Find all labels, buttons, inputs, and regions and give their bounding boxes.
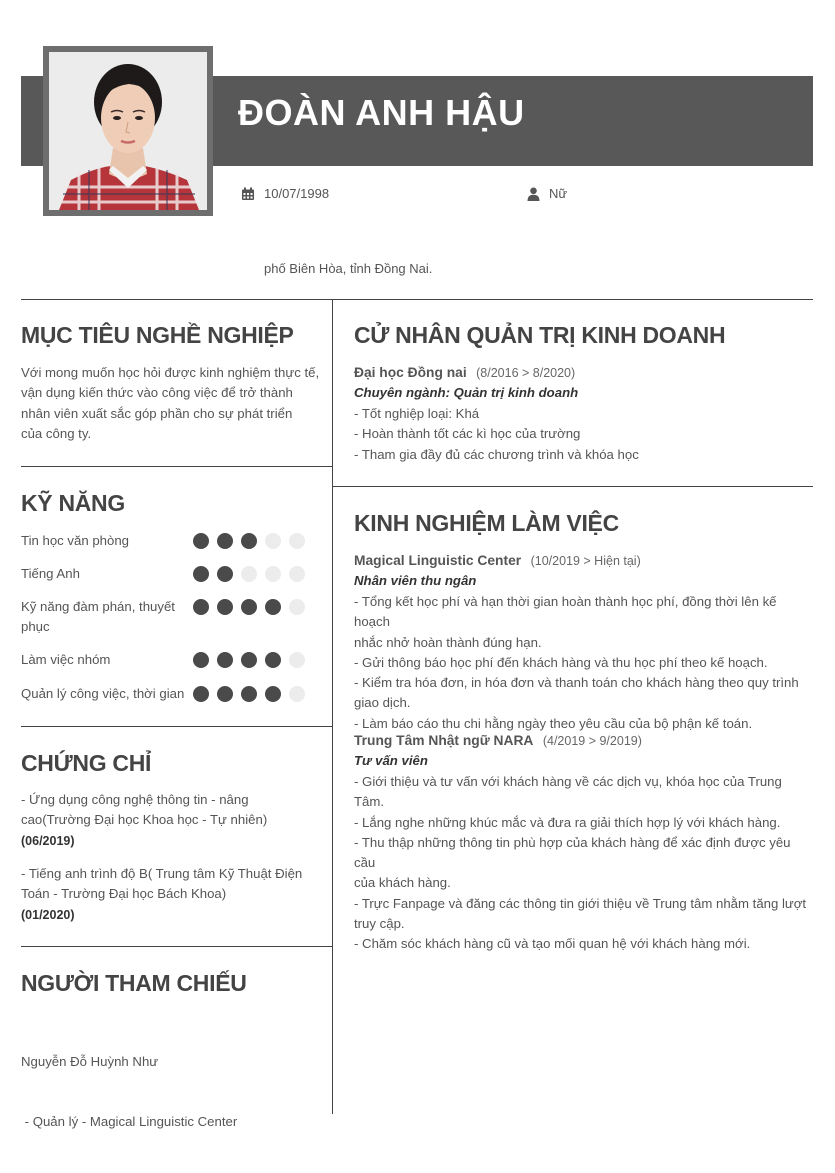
skill-label: Quản lý công việc, thời gian	[21, 686, 185, 701]
job-header	[354, 551, 814, 571]
rating-dot-empty	[289, 686, 305, 702]
certificate-date: (06/2019)	[21, 833, 75, 848]
rating-dot-empty	[265, 566, 281, 582]
reference-name: Nguyễn Đỗ Huỳnh Như	[21, 1053, 159, 1069]
objective-line: của công ty.	[21, 425, 92, 441]
education-period: (8/2016 > 8/2020)	[476, 366, 576, 380]
skill-label: Tiếng Anh	[21, 566, 80, 581]
right-divider-1	[332, 486, 813, 487]
rating-dot-filled	[217, 566, 233, 582]
objective-line: nhân viên xuất sắc góp phần cho sự phát triển	[21, 405, 293, 421]
certificate-line: Toán - Trường Đại học Bách Khoa)	[21, 886, 227, 902]
rating-dot-filled	[265, 599, 281, 615]
certificate-line: cao(Trường Đại học Khoa học - Tự nhiên)	[21, 812, 268, 828]
company-name: Magical Linguistic Center	[354, 553, 522, 568]
birthdate-value: 10/07/1998	[264, 186, 330, 201]
rating-dot-filled	[241, 599, 257, 615]
education-header	[354, 363, 814, 383]
skill-rating	[193, 650, 305, 670]
education-major: Chuyên ngành: Quản trị kinh doanh	[354, 385, 579, 400]
avatar-photo	[49, 52, 207, 210]
job-period: (4/2019 > 9/2019)	[542, 734, 642, 748]
job-bullet: - Chăm sóc khách hàng cũ và tạo mối quan hệ với khách hàng mới.	[354, 936, 751, 952]
education-bullet: - Tham gia đầy đủ các chương trình và khóa học	[354, 446, 639, 462]
left-divider-1	[21, 466, 332, 467]
job-bullet: - Gửi thông báo học phí đến khách hàng và thu học phí theo kế hoạch.	[354, 654, 768, 670]
certificate-line: - Tiếng anh trình độ B( Trung tâm Kỹ Thuật Điện	[21, 866, 303, 881]
birthdate-line	[241, 186, 329, 201]
education-title: CỬ NHÂN QUẢN TRỊ KINH DOANH	[354, 322, 726, 348]
job-details	[354, 592, 814, 734]
job-bullet: - Kiểm tra hóa đơn, in hóa đơn và thanh toán cho khách hàng theo quy trình	[354, 675, 799, 691]
avatar	[49, 52, 207, 210]
references-title: NGƯỜI THAM CHIẾU	[21, 970, 247, 996]
user-icon	[527, 187, 540, 201]
rating-dot-filled	[217, 686, 233, 702]
rating-dot-filled	[265, 686, 281, 702]
job-bullet: nhắc nhở hoàn thành đúng hạn.	[354, 634, 542, 650]
gender-value: Nữ	[549, 186, 568, 201]
certificate-item	[21, 864, 326, 925]
company-name: Trung Tâm Nhật ngữ NARA	[354, 733, 534, 748]
skill-rating	[193, 531, 305, 551]
top-divider	[21, 299, 813, 300]
job-bullet: - Thu thập những thông tin phù hợp của khách hàng để xác định được yêu cầu	[354, 834, 791, 871]
school-name: Đại học Đồng nai	[354, 365, 467, 380]
rating-dot-empty	[289, 533, 305, 549]
education-bullet: - Tốt nghiệp loại: Khá	[354, 406, 480, 421]
rating-dot-filled	[193, 686, 209, 702]
column-divider	[332, 299, 333, 1114]
rating-dot-filled	[193, 566, 209, 582]
reference-position: - Quản lý - Magical Linguistic Center	[21, 1114, 238, 1130]
skill-label: Tin học văn phòng	[21, 533, 130, 548]
job-bullet: - Trực Fanpage và đăng các thông tin giới thiệu về Trung tâm nhằm tăng lượt	[354, 895, 807, 911]
job-bullet: - Làm báo cáo thu chi hằng ngày theo yêu cầu của bộ phận kế toán.	[354, 715, 753, 731]
certificates-title: CHỨNG CHỈ	[21, 750, 152, 776]
rating-dot-empty	[289, 566, 305, 582]
job-bullet: truy cập.	[354, 916, 405, 932]
rating-dot-filled	[193, 652, 209, 668]
references-text	[21, 1011, 326, 1173]
rating-dot-filled	[241, 686, 257, 702]
rating-dot-filled	[193, 533, 209, 549]
skill-rating	[193, 684, 305, 704]
job-bullet: - Tổng kết học phí và hạn thời gian hoàn thành học phí, đồng thời lên kế hoạch	[354, 594, 777, 630]
skills-title: KỸ NĂNG	[21, 490, 125, 516]
left-divider-2	[21, 726, 332, 727]
rating-dot-filled	[265, 652, 281, 668]
rating-dot-empty	[289, 652, 305, 668]
job-role: Tư vấn viên	[354, 753, 428, 768]
certificate-date: (01/2020)	[21, 907, 75, 922]
job-bullet: của khách hàng.	[354, 875, 451, 891]
job-details	[354, 772, 814, 955]
job-bullet: - Giới thiệu và tư vấn với khách hàng về các dịch vụ, khóa học của Trung Tâm.	[354, 774, 782, 810]
job-bullet: giao dịch.	[354, 695, 411, 711]
gender-line	[527, 186, 567, 201]
left-divider-3	[21, 946, 332, 947]
objective-line: vận dụng kiến thức vào công việc để trở thành	[21, 385, 293, 401]
objective-title: MỤC TIÊU NGHỀ NGHIỆP	[21, 322, 294, 348]
skill-label: Làm việc nhóm	[21, 652, 111, 667]
rating-dot-filled	[241, 533, 257, 549]
skill-label: Kỹ năng đàm phán, thuyết phục	[21, 599, 175, 634]
rating-dot-filled	[193, 599, 209, 615]
rating-dot-empty	[289, 599, 305, 615]
rating-dot-filled	[241, 652, 257, 668]
address-line: phố Biên Hòa, tỉnh Đồng Nai.	[264, 261, 433, 276]
rating-dot-empty	[241, 566, 257, 582]
rating-dot-filled	[217, 652, 233, 668]
education-details	[354, 404, 814, 465]
rating-dot-filled	[217, 533, 233, 549]
education-bullet: - Hoàn thành tốt các kì học của trường	[354, 426, 581, 442]
calendar-icon	[241, 187, 255, 201]
objective-line: Với mong muốn học hỏi được kinh nghiệm thực tế,	[21, 365, 320, 380]
certificate-item	[21, 790, 326, 851]
objective-text	[21, 363, 321, 444]
job-bullet: - Lắng nghe những khúc mắc và đưa ra giải thích hợp lý với khách hàng.	[354, 814, 781, 830]
job-role: Nhân viên thu ngân	[354, 573, 477, 588]
rating-dot-filled	[217, 599, 233, 615]
skill-rating	[193, 597, 305, 617]
job-header	[354, 731, 814, 751]
job-period: (10/2019 > Hiện tại)	[530, 554, 641, 568]
candidate-name: ĐOÀN ANH HẬU	[238, 92, 525, 133]
certificate-line: - Ứng dụng công nghệ thông tin - nâng	[21, 792, 249, 807]
skill-rating	[193, 564, 305, 584]
rating-dot-empty	[265, 533, 281, 549]
experience-title: KINH NGHIỆM LÀM VIỆC	[354, 510, 619, 536]
